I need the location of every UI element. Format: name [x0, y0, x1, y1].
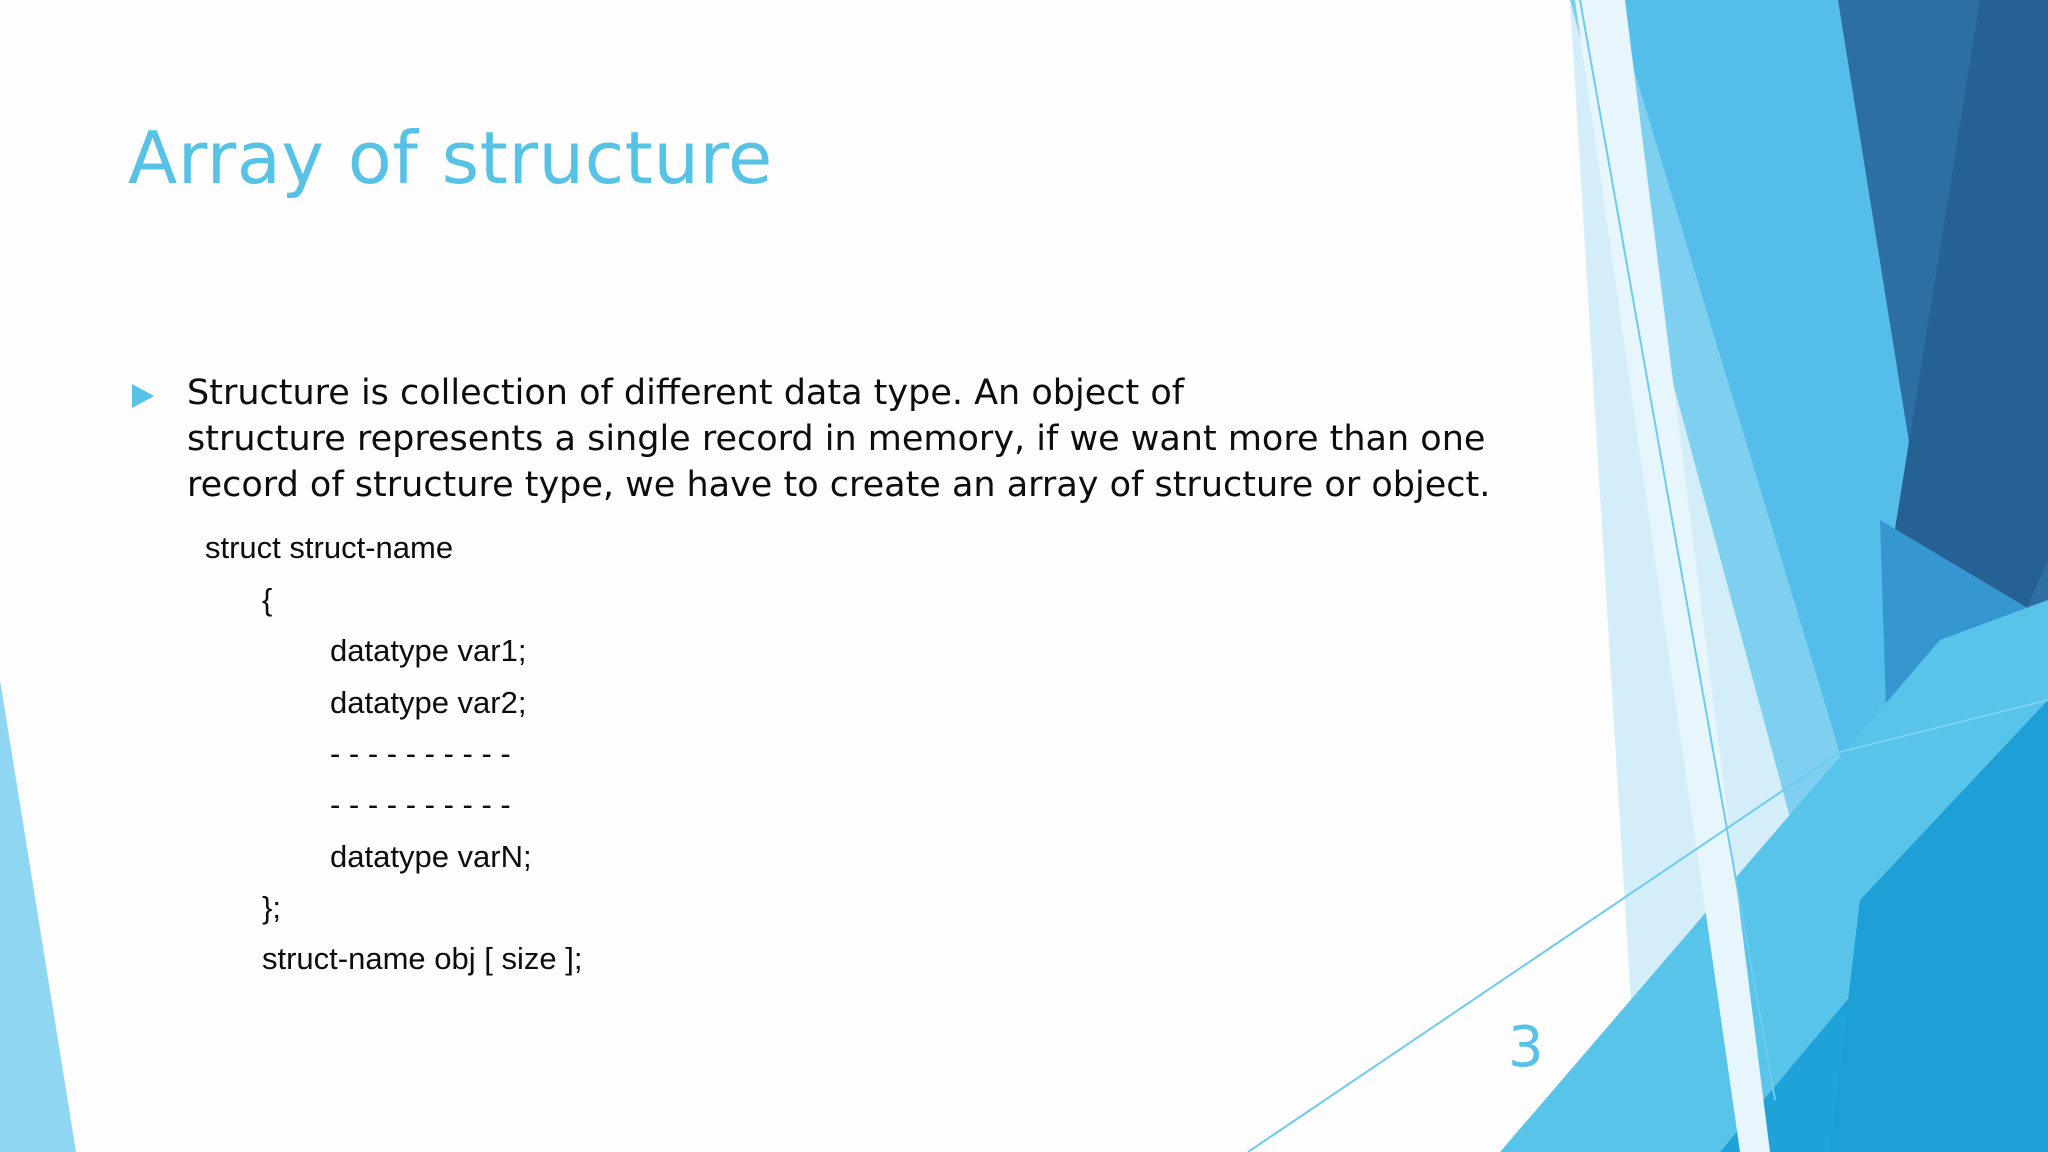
code-line-struct-declaration: struct struct-name	[205, 530, 454, 565]
bullet-line-2: structure represents a single record in memory, if we want more than one	[187, 419, 1486, 459]
code-line-varN: datatype varN;	[330, 839, 532, 874]
bullet-arrow-icon	[132, 384, 154, 408]
code-line-array-declaration: struct-name obj [ size ];	[262, 941, 583, 976]
bullet-line-1: Structure is collection of different data type. An object of	[187, 373, 1185, 413]
page-number: 3	[1508, 1015, 1544, 1080]
bullet-paragraph	[130, 370, 1550, 508]
code-line-var1: datatype var1;	[330, 633, 527, 668]
slide-title: Array of structure	[128, 116, 773, 200]
code-line-close-brace: };	[262, 890, 281, 925]
code-line-open-brace: {	[262, 582, 273, 617]
left-edge-facet	[0, 680, 76, 1152]
code-line-ellipsis-2: - - - - - - - - - -	[330, 787, 511, 822]
bullet-text	[187, 370, 1627, 508]
code-line-var2: datatype var2;	[330, 685, 527, 720]
code-line-ellipsis-1: - - - - - - - - - -	[330, 736, 511, 771]
bullet-line-3: record of structure type, we have to create an array of structure or object.	[187, 465, 1491, 505]
